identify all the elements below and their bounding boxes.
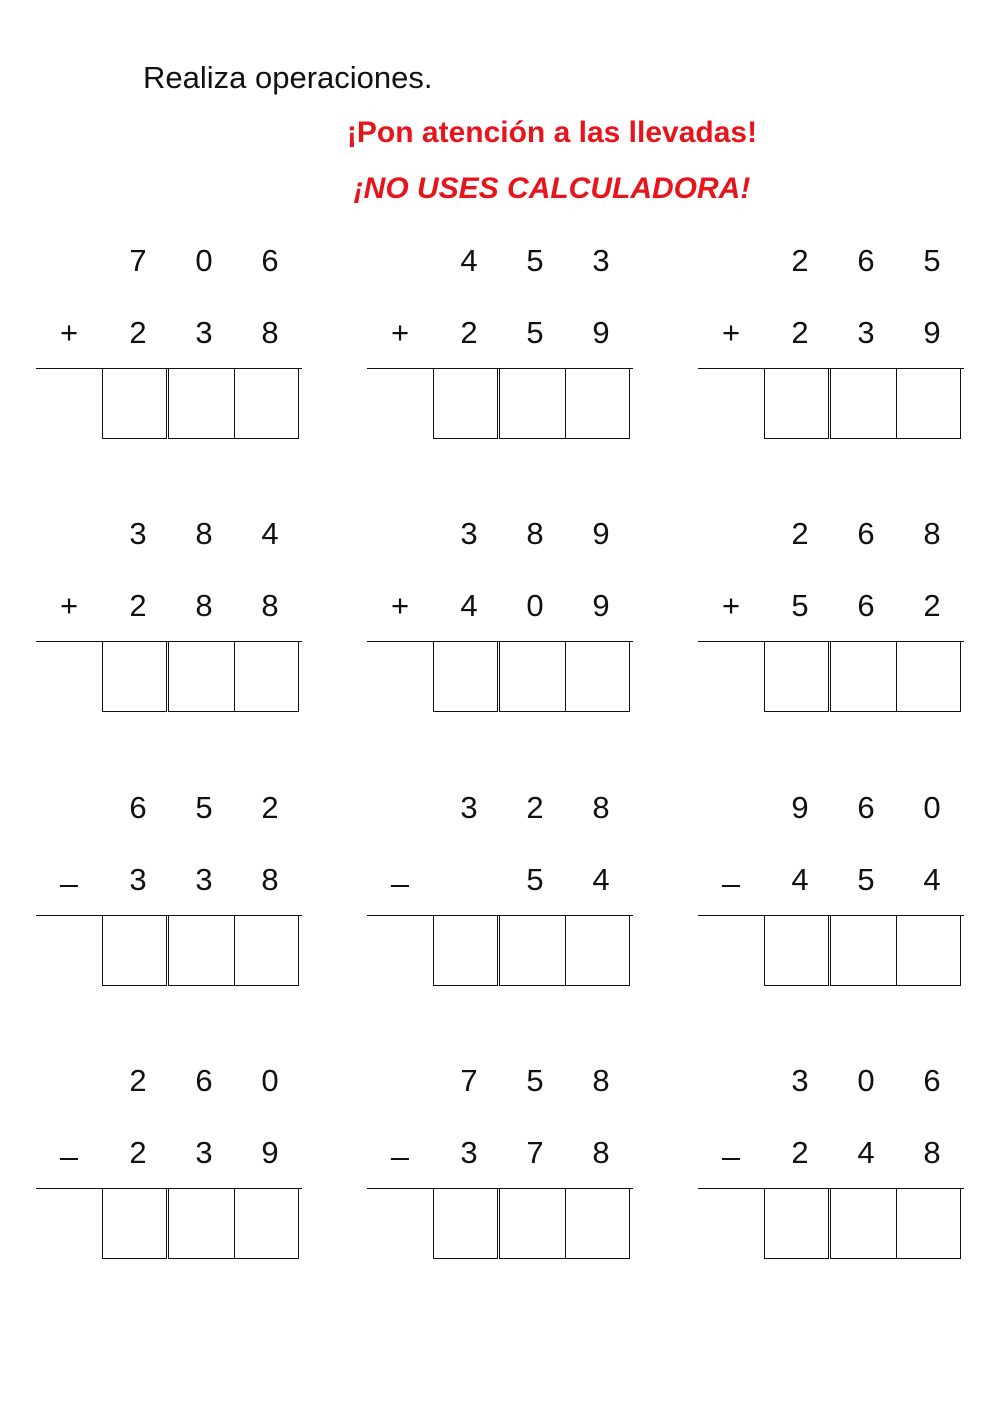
bottom-digit: 4 [460, 588, 478, 623]
bottom-digit: 5 [526, 862, 544, 897]
instruction-no-calculator: ¡NO USES CALCULADORA! [353, 172, 751, 205]
plus-sign: + [390, 315, 410, 350]
answer-box[interactable] [234, 641, 299, 712]
plus-sign: + [59, 588, 79, 623]
top-digit: 0 [261, 1063, 279, 1098]
bottom-digit: 4 [857, 1135, 875, 1170]
problem-block [698, 1050, 968, 1260]
answer-box[interactable] [565, 915, 630, 986]
answer-box[interactable] [499, 641, 566, 712]
instruction-carry: ¡Pon atención a las llevadas! [346, 116, 758, 149]
answer-box[interactable] [896, 641, 961, 712]
problem-block [698, 777, 968, 987]
problem-block [367, 1050, 637, 1260]
answer-box[interactable] [234, 1188, 299, 1259]
answer-box[interactable] [234, 368, 299, 439]
answer-box[interactable] [433, 368, 498, 439]
bottom-digit: 2 [791, 315, 809, 350]
bottom-digit: 8 [261, 862, 279, 897]
problem-block [698, 503, 968, 713]
minus-sign: _ [60, 1126, 78, 1161]
bottom-digit: 4 [592, 862, 610, 897]
top-digit: 5 [526, 1063, 544, 1098]
top-digit: 7 [129, 243, 147, 278]
answer-box[interactable] [764, 1188, 829, 1259]
bottom-digit: 3 [129, 862, 147, 897]
bottom-digit: 4 [923, 862, 941, 897]
bottom-digit: 8 [261, 315, 279, 350]
top-digit: 3 [460, 790, 478, 825]
answer-box[interactable] [830, 368, 897, 439]
top-digit: 2 [526, 790, 544, 825]
answer-box[interactable] [764, 915, 829, 986]
answer-box[interactable] [234, 915, 299, 986]
answer-box[interactable] [168, 915, 235, 986]
plus-sign: + [390, 588, 410, 623]
top-digit: 4 [460, 243, 478, 278]
answer-box[interactable] [830, 1188, 897, 1259]
problem-block [36, 230, 306, 440]
answer-box[interactable] [168, 1188, 235, 1259]
top-digit: 6 [261, 243, 279, 278]
top-digit: 3 [460, 516, 478, 551]
bottom-digit: 6 [857, 588, 875, 623]
answer-box[interactable] [565, 641, 630, 712]
bottom-digit: 9 [592, 315, 610, 350]
bottom-digit: 5 [791, 588, 809, 623]
answer-box[interactable] [102, 368, 167, 439]
top-digit: 0 [923, 790, 941, 825]
plus-sign: + [721, 315, 741, 350]
plus-sign: + [721, 588, 741, 623]
top-digit: 6 [129, 790, 147, 825]
top-digit: 5 [195, 790, 213, 825]
bottom-digit: 3 [195, 315, 213, 350]
problem-block [36, 503, 306, 713]
bottom-digit: 2 [923, 588, 941, 623]
answer-box[interactable] [764, 641, 829, 712]
minus-sign: _ [60, 853, 78, 888]
bottom-digit: 3 [460, 1135, 478, 1170]
minus-sign: _ [722, 853, 740, 888]
problem-block [698, 230, 968, 440]
bottom-digit: 7 [526, 1135, 544, 1170]
bottom-digit: 3 [195, 862, 213, 897]
bottom-digit: 5 [526, 315, 544, 350]
answer-box[interactable] [896, 1188, 961, 1259]
top-digit: 8 [195, 516, 213, 551]
minus-sign: _ [722, 1126, 740, 1161]
top-digit: 6 [857, 790, 875, 825]
top-digit: 6 [857, 516, 875, 551]
answer-box[interactable] [168, 368, 235, 439]
bottom-digit: 2 [460, 315, 478, 350]
bottom-digit: 8 [923, 1135, 941, 1170]
top-digit: 0 [195, 243, 213, 278]
top-digit: 7 [460, 1063, 478, 1098]
minus-sign: _ [391, 1126, 409, 1161]
problem-block [36, 777, 306, 987]
top-digit: 8 [923, 516, 941, 551]
answer-box[interactable] [102, 1188, 167, 1259]
top-digit: 5 [526, 243, 544, 278]
bottom-digit: 3 [857, 315, 875, 350]
top-digit: 2 [791, 516, 809, 551]
bottom-digit: 2 [129, 1135, 147, 1170]
bottom-digit: 8 [195, 588, 213, 623]
answer-box[interactable] [102, 915, 167, 986]
page-title: Realiza operaciones. [143, 60, 433, 95]
top-digit: 3 [791, 1063, 809, 1098]
bottom-digit: 9 [261, 1135, 279, 1170]
bottom-digit: 4 [791, 862, 809, 897]
top-digit: 5 [923, 243, 941, 278]
top-digit: 3 [129, 516, 147, 551]
answer-box[interactable] [102, 641, 167, 712]
bottom-digit: 9 [923, 315, 941, 350]
problem-block [367, 777, 637, 987]
answer-box[interactable] [896, 915, 961, 986]
top-digit: 3 [592, 243, 610, 278]
answer-box[interactable] [499, 368, 566, 439]
bottom-digit: 0 [526, 588, 544, 623]
bottom-digit: 2 [129, 315, 147, 350]
bottom-digit: 2 [791, 1135, 809, 1170]
bottom-digit: 9 [592, 588, 610, 623]
top-digit: 8 [592, 1063, 610, 1098]
answer-box[interactable] [433, 1188, 498, 1259]
top-digit: 4 [261, 516, 279, 551]
top-digit: 9 [791, 790, 809, 825]
answer-box[interactable] [565, 368, 630, 439]
top-digit: 2 [129, 1063, 147, 1098]
answer-box[interactable] [830, 915, 897, 986]
top-digit: 6 [857, 243, 875, 278]
top-digit: 6 [923, 1063, 941, 1098]
top-digit: 8 [526, 516, 544, 551]
problem-block [367, 503, 637, 713]
top-digit: 2 [791, 243, 809, 278]
bottom-digit: 2 [129, 588, 147, 623]
top-digit: 9 [592, 516, 610, 551]
answer-box[interactable] [168, 641, 235, 712]
problem-block [367, 230, 637, 440]
problem-block [36, 1050, 306, 1260]
bottom-digit: 8 [261, 588, 279, 623]
minus-sign: _ [391, 853, 409, 888]
answer-box[interactable] [499, 915, 566, 986]
bottom-digit: 8 [592, 1135, 610, 1170]
answer-box[interactable] [830, 641, 897, 712]
plus-sign: + [59, 315, 79, 350]
answer-box[interactable] [896, 368, 961, 439]
bottom-digit: 5 [857, 862, 875, 897]
answer-box[interactable] [499, 1188, 566, 1259]
top-digit: 2 [261, 790, 279, 825]
top-digit: 8 [592, 790, 610, 825]
answer-box[interactable] [565, 1188, 630, 1259]
bottom-digit: 3 [195, 1135, 213, 1170]
answer-box[interactable] [764, 368, 829, 439]
answer-box[interactable] [433, 641, 498, 712]
top-digit: 6 [195, 1063, 213, 1098]
answer-box[interactable] [433, 915, 498, 986]
top-digit: 0 [857, 1063, 875, 1098]
